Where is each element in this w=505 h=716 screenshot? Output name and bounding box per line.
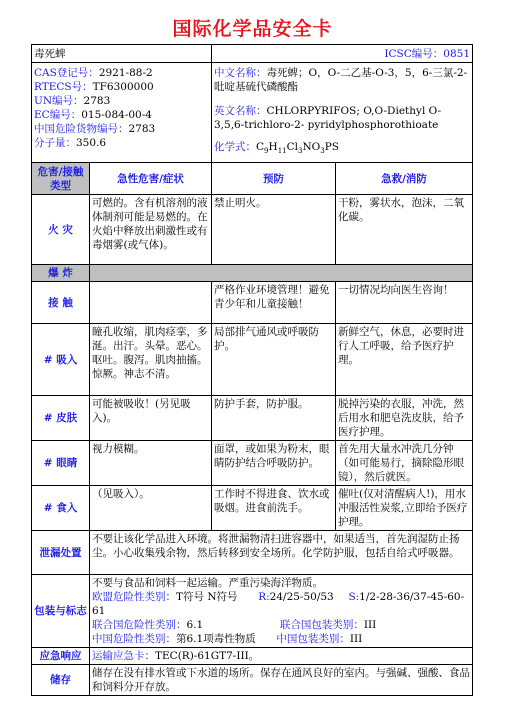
cn-class-label: 中国危险性类别： (92, 633, 176, 645)
emergency-card-label: 运输应急卡： (92, 650, 155, 662)
names-cell (212, 63, 473, 163)
row-eyes-firstaid: 首先用大量水冲洗几分钟（如可能易行，摘除隐形眼镜），然后就医。 (336, 441, 473, 486)
row-type-ingestion: # 食入 (32, 486, 90, 531)
un-label: UN编号： (34, 95, 84, 107)
col-header-symptoms: 急性危害/症状 (90, 163, 212, 195)
packaging-line1: 不要与食品和饲料一起运输。严重污染海洋物质。 (92, 577, 323, 589)
r-phrase-label: R: (258, 591, 270, 603)
eu-class-value: T符号 N符号 (176, 591, 238, 603)
cn-dg-label: 中国危险货物编号： (34, 123, 129, 135)
un-class-label: 联合国危险性类别： (92, 619, 187, 631)
col-header-firstaid: 急救/消防 (336, 163, 473, 195)
row-inhalation-symptoms: 瞳孔收缩，肌肉痉挛，多涎。出汗。头晕。恶心。呕吐。腹泻。肌肉抽搐。惊厥。神志不清。 (90, 324, 212, 396)
cn-name: 毒死蜱；O，O-二乙基-O-3，5，6-三氯-2-吡啶基硫代磷酸酯 (214, 67, 468, 93)
row-fire-firstaid: 干粉，雾状水，泡沫，二氧化碳。 (336, 195, 473, 265)
ec-label: EC编号： (34, 109, 82, 121)
row-fire-symptoms: 可燃的。含有机溶剂的液体制剂可能是易燃的。在火焰中释放出刺激性或有毒烟雾(或气体)。 (90, 195, 212, 265)
emergency-card-value: TEC(R)-61GT7-III。 (155, 650, 260, 662)
row-eyes-symptoms: 视力模糊。 (90, 441, 212, 486)
formula: $C_9H_{11}Cl_3NO_3PS$ (256, 141, 340, 156)
en-name-label: 英文名称： (214, 105, 267, 117)
row-type-fire: 火 灾 (32, 195, 90, 265)
ec-value: 015-084-00-4 (81, 109, 152, 121)
un-pkg-value: III (363, 619, 377, 631)
en-name: CHLORPYRIFOS; O,O-Diethyl O-3,5,6-trichloro-2- pyridylphosphorothioate (214, 105, 442, 131)
cas-label: CAS登记号： (34, 67, 99, 79)
cn-class-value: 第6.1项毒性物质 (176, 633, 256, 645)
row-ingestion-prevention: 工作时不得进食、饮水或吸烟。进食前洗手。 (212, 486, 336, 531)
cn-name-label: 中文名称： (214, 67, 267, 79)
card-title: 国际化学品安全卡 (172, 18, 333, 40)
row-type-skin: # 皮肤 (32, 396, 90, 441)
row-contact-prevention: 严格作业环境管理！避免青少年和儿童接触！ (212, 282, 336, 324)
row-inhalation-prevention: 局部排气通风或呼吸防护。 (212, 324, 336, 396)
mw-label: 分子量： (34, 137, 76, 149)
r-phrase-value: 24/25-50/53 (269, 591, 334, 603)
un-value: 2783 (83, 95, 111, 107)
un-class-value: 6.1 (186, 619, 204, 631)
row-type-inhalation: # 吸入 (32, 324, 90, 396)
cas-value: 2921-88-2 (98, 67, 153, 79)
identifiers-cell (32, 63, 212, 163)
formula-label: 化学式： (214, 141, 256, 153)
row-eyes-prevention: 面罩，或如果为粉末，眼睛防护结合呼吸防护。 (212, 441, 336, 486)
chemical-name: 毒死蜱 (34, 47, 66, 60)
un-pkg-label: 联合国包装类别： (279, 619, 364, 631)
row-type-contact: 接 触 (32, 282, 90, 324)
row-inhalation-firstaid: 新鲜空气，休息，必要时进行人工呼吸，给予医疗护理。 (336, 324, 473, 396)
row-skin-symptoms: 可能被吸收！(另见吸入)。 (90, 396, 212, 441)
cn-dg-value: 2783 (128, 123, 156, 135)
row-skin-firstaid: 脱掉污染的衣服，冲洗，然后用水和肥皂洗皮肤，给予医疗护理。 (336, 396, 473, 441)
row-skin-prevention: 防护手套，防护服。 (212, 396, 336, 441)
row-contact-firstaid: 一切情况均向医生咨询！ (336, 282, 473, 324)
row-type-eyes: # 眼睛 (32, 441, 90, 486)
cn-pkg-value: III (349, 633, 363, 645)
chemical-name-cell (32, 45, 212, 63)
card-table (31, 44, 473, 696)
emergency-cell (90, 648, 473, 665)
mw-value: 350.6 (76, 137, 107, 149)
icsc-number: ICSC编号：0851 (384, 47, 471, 60)
col-header-type: 危害/接触类型 (32, 163, 90, 195)
row-ingestion-firstaid: 催吐(仅对清醒病人!)，用水冲服活性炭浆,立即给予医疗护理。 (336, 486, 473, 531)
spill-label: 泄漏处置 (32, 531, 90, 575)
rtecs-value: TF6300000 (92, 81, 154, 93)
storage-text: 储存在没有排水管或下水道的场所。保存在通风良好的室内。与强碱、强酸、食品和饲料分开存放。 (90, 665, 473, 696)
row-ingestion-symptoms: （见吸入）。 (90, 486, 212, 531)
row-type-explosion: 爆 炸 (32, 265, 90, 282)
row-fire-prevention: 禁止明火。 (212, 195, 336, 265)
row-explosion-empty (90, 265, 473, 282)
packaging-cell (90, 575, 473, 648)
emergency-label: 应急响应 (32, 648, 90, 665)
row-contact-symptoms (90, 282, 212, 324)
cn-pkg-label: 中国包装类别： (276, 633, 350, 645)
s-phrase-value: 1/2-28-36/37-45-60-61 (92, 591, 465, 617)
spill-text: 不要让该化学品进入环境。将泄漏物清扫进容器中，如果适当，首先润湿防止扬尘。小心收集残余物，然后转移到安全场所。化学防护服，包括自给式呼吸器。 (90, 531, 473, 575)
s-phrase-label: S: (348, 591, 360, 603)
rtecs-label: RTECS号： (34, 81, 93, 93)
packaging-label: 包装与标志 (32, 575, 90, 648)
storage-label: 储存 (32, 665, 90, 696)
icsc-cell (212, 45, 473, 63)
eu-class-label: 欧盟危险性类别： (92, 591, 176, 603)
col-header-prevention: 预防 (212, 163, 336, 195)
